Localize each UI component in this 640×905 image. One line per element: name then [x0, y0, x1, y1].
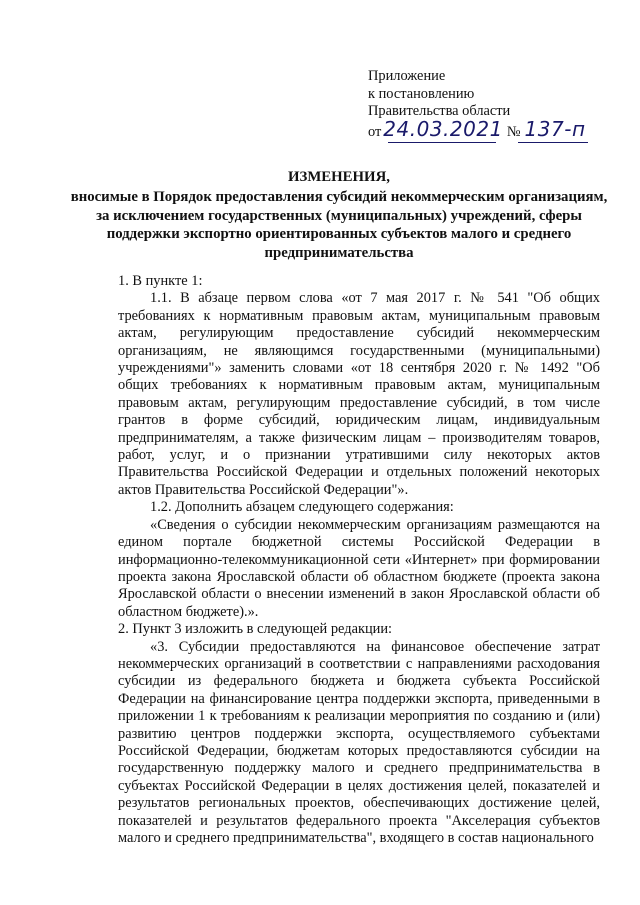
handwritten-date: 24.03.2021: [383, 116, 503, 141]
paragraph-1-1: 1.1. В абзаце первом слова «от 7 мая 2017 г. № 541 "Об общих требованиях к нормативным правовым актам, муниципальным правовым актам, регулирующим предоставление субсидий некоммерческим организациям, не являющимся государственными (муниципальными) учреждениями"» заменить словами «от 18 сентября 2020 г. № 1492 "Об общих требованиях к нормативным правовым актам, муниципальным правовым актам, регулирующим предоставление субсидий, в том числе грантов в форме субсидий, юридическим лицам, индивидуальным предпринимателям, а также физическим лицам – производителям товаров, работ, услуг, и о признании утратившими силу некоторых актов Правительства Российской Федерации и отдельных положений некоторых актов Правительства Российской Федерации"».: [118, 290, 600, 498]
handwritten-number: 137-п: [524, 116, 586, 141]
number-underline: [518, 142, 588, 143]
appendix-line-3: Правительства области: [368, 103, 511, 120]
paragraph-quote-2: «3. Субсидии предоставляются на финансовое обеспечение затрат некоммерческих организаций в соответствии с направлениями расходования субсидии из федерального бюджета и бюджета субъекта Российской Федерации на финансирование центра поддержки экспорта, приведенными в приложении 1 к требованиям к реализации мероприятия по созданию и (или) развитию центров поддержки экспорта, осуществляемого субъектами Российской Федерации, бюджетам которых предоставляются субсидии на государственную поддержку малого и среднего предпринимательства в субъектах Российской Федерации в целях достижения целей, показателей и результатов региональных проектов, обеспечивающих достижение целей, показателей и результатов федерального проекта "Акселерация субъектов малого и среднего предпринимательства", входящего в состав национального: [118, 638, 600, 846]
appendix-line-1: Приложение: [368, 68, 446, 84]
number-sign: №: [506, 123, 521, 140]
from-label: от: [368, 123, 382, 140]
appendix-date-line: [368, 116, 618, 142]
paragraph-1-2: 1.2. Дополнить абзацем следующего содержания:: [150, 499, 454, 516]
appendix-block: [368, 68, 618, 141]
paragraph-quote-1: «Сведения о субсидии некоммерческим организациям размещаются на едином портале бюджетной системы Российской Федерации в информационно-телекоммуникационной сети «Интернет» при формировании проекта закона Ярославской области об областном бюджете (проекта закона Ярославской области о внесении изменений в закон Ярославской области об областном бюджете).».: [118, 516, 600, 620]
paragraph-2: 2. Пункт 3 изложить в следующей редакции:: [118, 621, 393, 638]
document-title: ИЗМЕНЕНИЯ,: [288, 169, 390, 185]
document-body: [118, 273, 600, 847]
appendix-line-2: к постановлению: [368, 85, 475, 102]
document-subtitle: вносимые в Порядок предоставления субсидий некоммерческим организациям, за исключением государственных (муниципальных) учреждений, сферы поддержки экспортно ориентированных субъектов малого и среднего предпринимательства: [70, 189, 608, 261]
date-underline: [388, 142, 496, 143]
paragraph-1: 1. В пункте 1:: [118, 273, 203, 289]
document-title-block: [70, 168, 608, 262]
